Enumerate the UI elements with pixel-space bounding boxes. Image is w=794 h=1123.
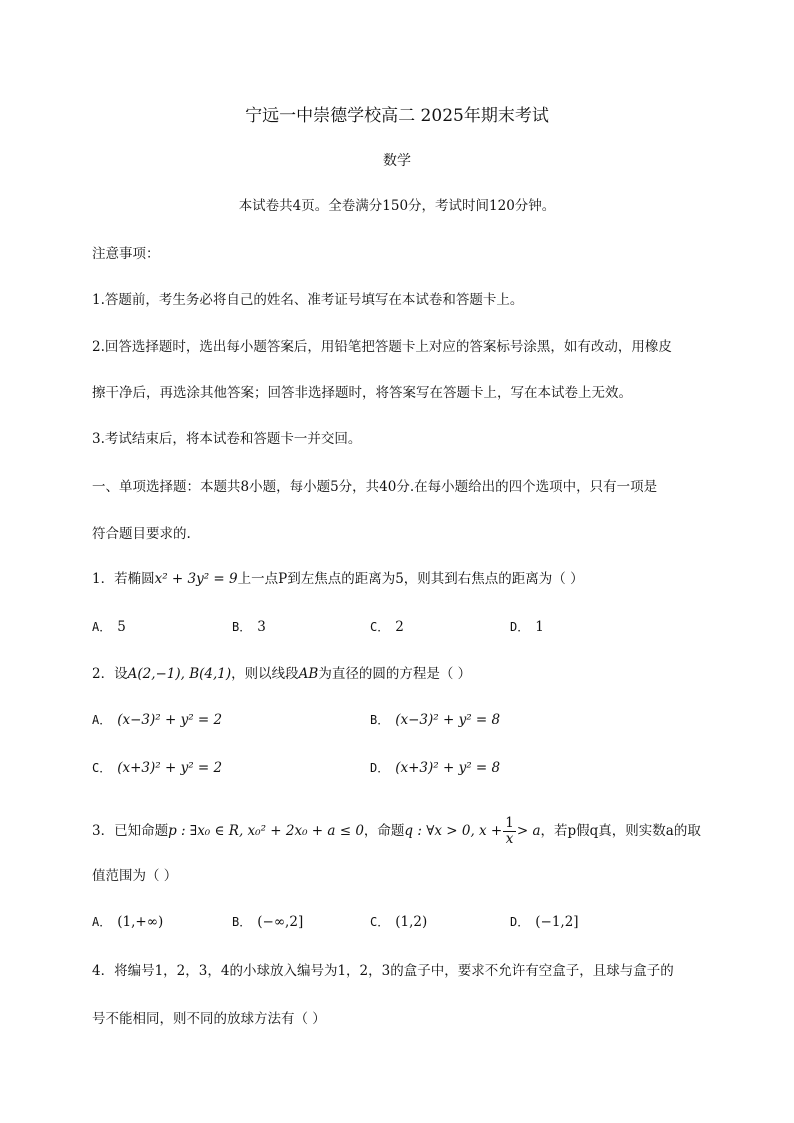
question-1-option-d: D． 1 — [510, 619, 544, 635]
notice-item-3: 3.考试结束后，将本试卷和答题卡一并交回。 — [92, 431, 362, 447]
question-3-option-c: C． (1,2) — [370, 914, 428, 930]
question-3-mid: ，命题 — [363, 822, 405, 839]
question-4-line-2: 号不能相同，则不同的放球方法有（ ） — [92, 1011, 326, 1027]
exam-info: 本试卷共4页。全卷满分150分，考试时间120分钟。 — [238, 198, 556, 214]
question-2-prefix: 2．设 — [92, 666, 128, 682]
question-3-option-d: D． (−1,2] — [510, 914, 579, 930]
exam-subject: 数学 — [383, 153, 411, 169]
question-3-proposition-p: p : ∃x₀ ∈ R, x₀² + 2x₀ + a ≤ 0 — [168, 822, 364, 839]
question-4-line-1: 4．将编号1，2，3，4的小球放入编号为1，2，3的盒子中，要求不允许有空盒子，且球与盒子的 — [92, 963, 674, 979]
question-3-suffix: ，若p假q真，则实数a的取 — [540, 822, 701, 839]
question-1-text: 上一点P到左焦点的距离为5，则其到右焦点的距离为（ ） — [237, 571, 584, 587]
question-3-prefix: 3．已知命题 — [92, 822, 169, 839]
question-3 — [92, 816, 701, 847]
notice-item-2-line-1: 2.回答选择题时，选出每小题答案后，用铅笔把答题卡上对应的答案标号涂黑，如有改动，用橡皮 — [92, 339, 672, 355]
question-3-proposition-q-start: q : ∀x > 0, x + — [404, 822, 503, 839]
question-2-option-b: B． (x−3)² + y² = 8 — [370, 712, 501, 728]
question-2-option-d: D． (x+3)² + y² = 8 — [370, 760, 501, 776]
question-2-middle: ，则以线段 — [231, 666, 299, 682]
question-2-points: A(2,−1), B(4,1) — [127, 666, 232, 682]
question-1-option-a: A． 5 — [92, 619, 126, 635]
question-1-option-c: C． 2 — [370, 619, 404, 635]
question-3-option-b: B． (−∞,2] — [232, 914, 304, 930]
question-2-segment: AB — [298, 666, 319, 682]
notice-heading: 注意事项： — [92, 246, 160, 262]
question-1 — [92, 573, 584, 587]
question-3-option-a: A． (1,+∞) — [92, 914, 164, 930]
section-1-instructions-line-1: 一、单项选择题：本题共8小题，每小题5分，共40分.在每小题给出的四个选项中，只有一项是 — [92, 479, 658, 495]
question-3-proposition-q-end: > a — [516, 822, 541, 839]
question-2-option-c: C． (x+3)² + y² = 2 — [92, 760, 223, 776]
question-1-prefix: 1．若椭圆 — [92, 571, 155, 587]
notice-item-1: 1.答题前，考生务必将自己的姓名、准考证号填写在本试卷和答题卡上。 — [92, 292, 524, 308]
question-2 — [92, 668, 471, 682]
question-1-equation: x² + 3y² = 9 — [154, 571, 238, 587]
question-3-line-2: 值范围为（ ） — [92, 868, 178, 884]
question-2-suffix: 为直径的圆的方程是（ ） — [318, 666, 472, 682]
exam-title: 宁远一中崇德学校高二 2025年期末考试 — [245, 106, 549, 126]
question-1-option-b: B． 3 — [232, 619, 266, 635]
question-2-option-a: A． (x−3)² + y² = 2 — [92, 712, 223, 728]
question-3-fraction: $\frac{1}{x}$ — [505, 815, 514, 847]
section-1-instructions-line-2: 符合题目要求的. — [92, 526, 191, 542]
notice-item-2-line-2: 擦干净后，再选涂其他答案；回答非选择题时，将答案写在答题卡上，写在本试卷上无效。 — [92, 385, 632, 401]
